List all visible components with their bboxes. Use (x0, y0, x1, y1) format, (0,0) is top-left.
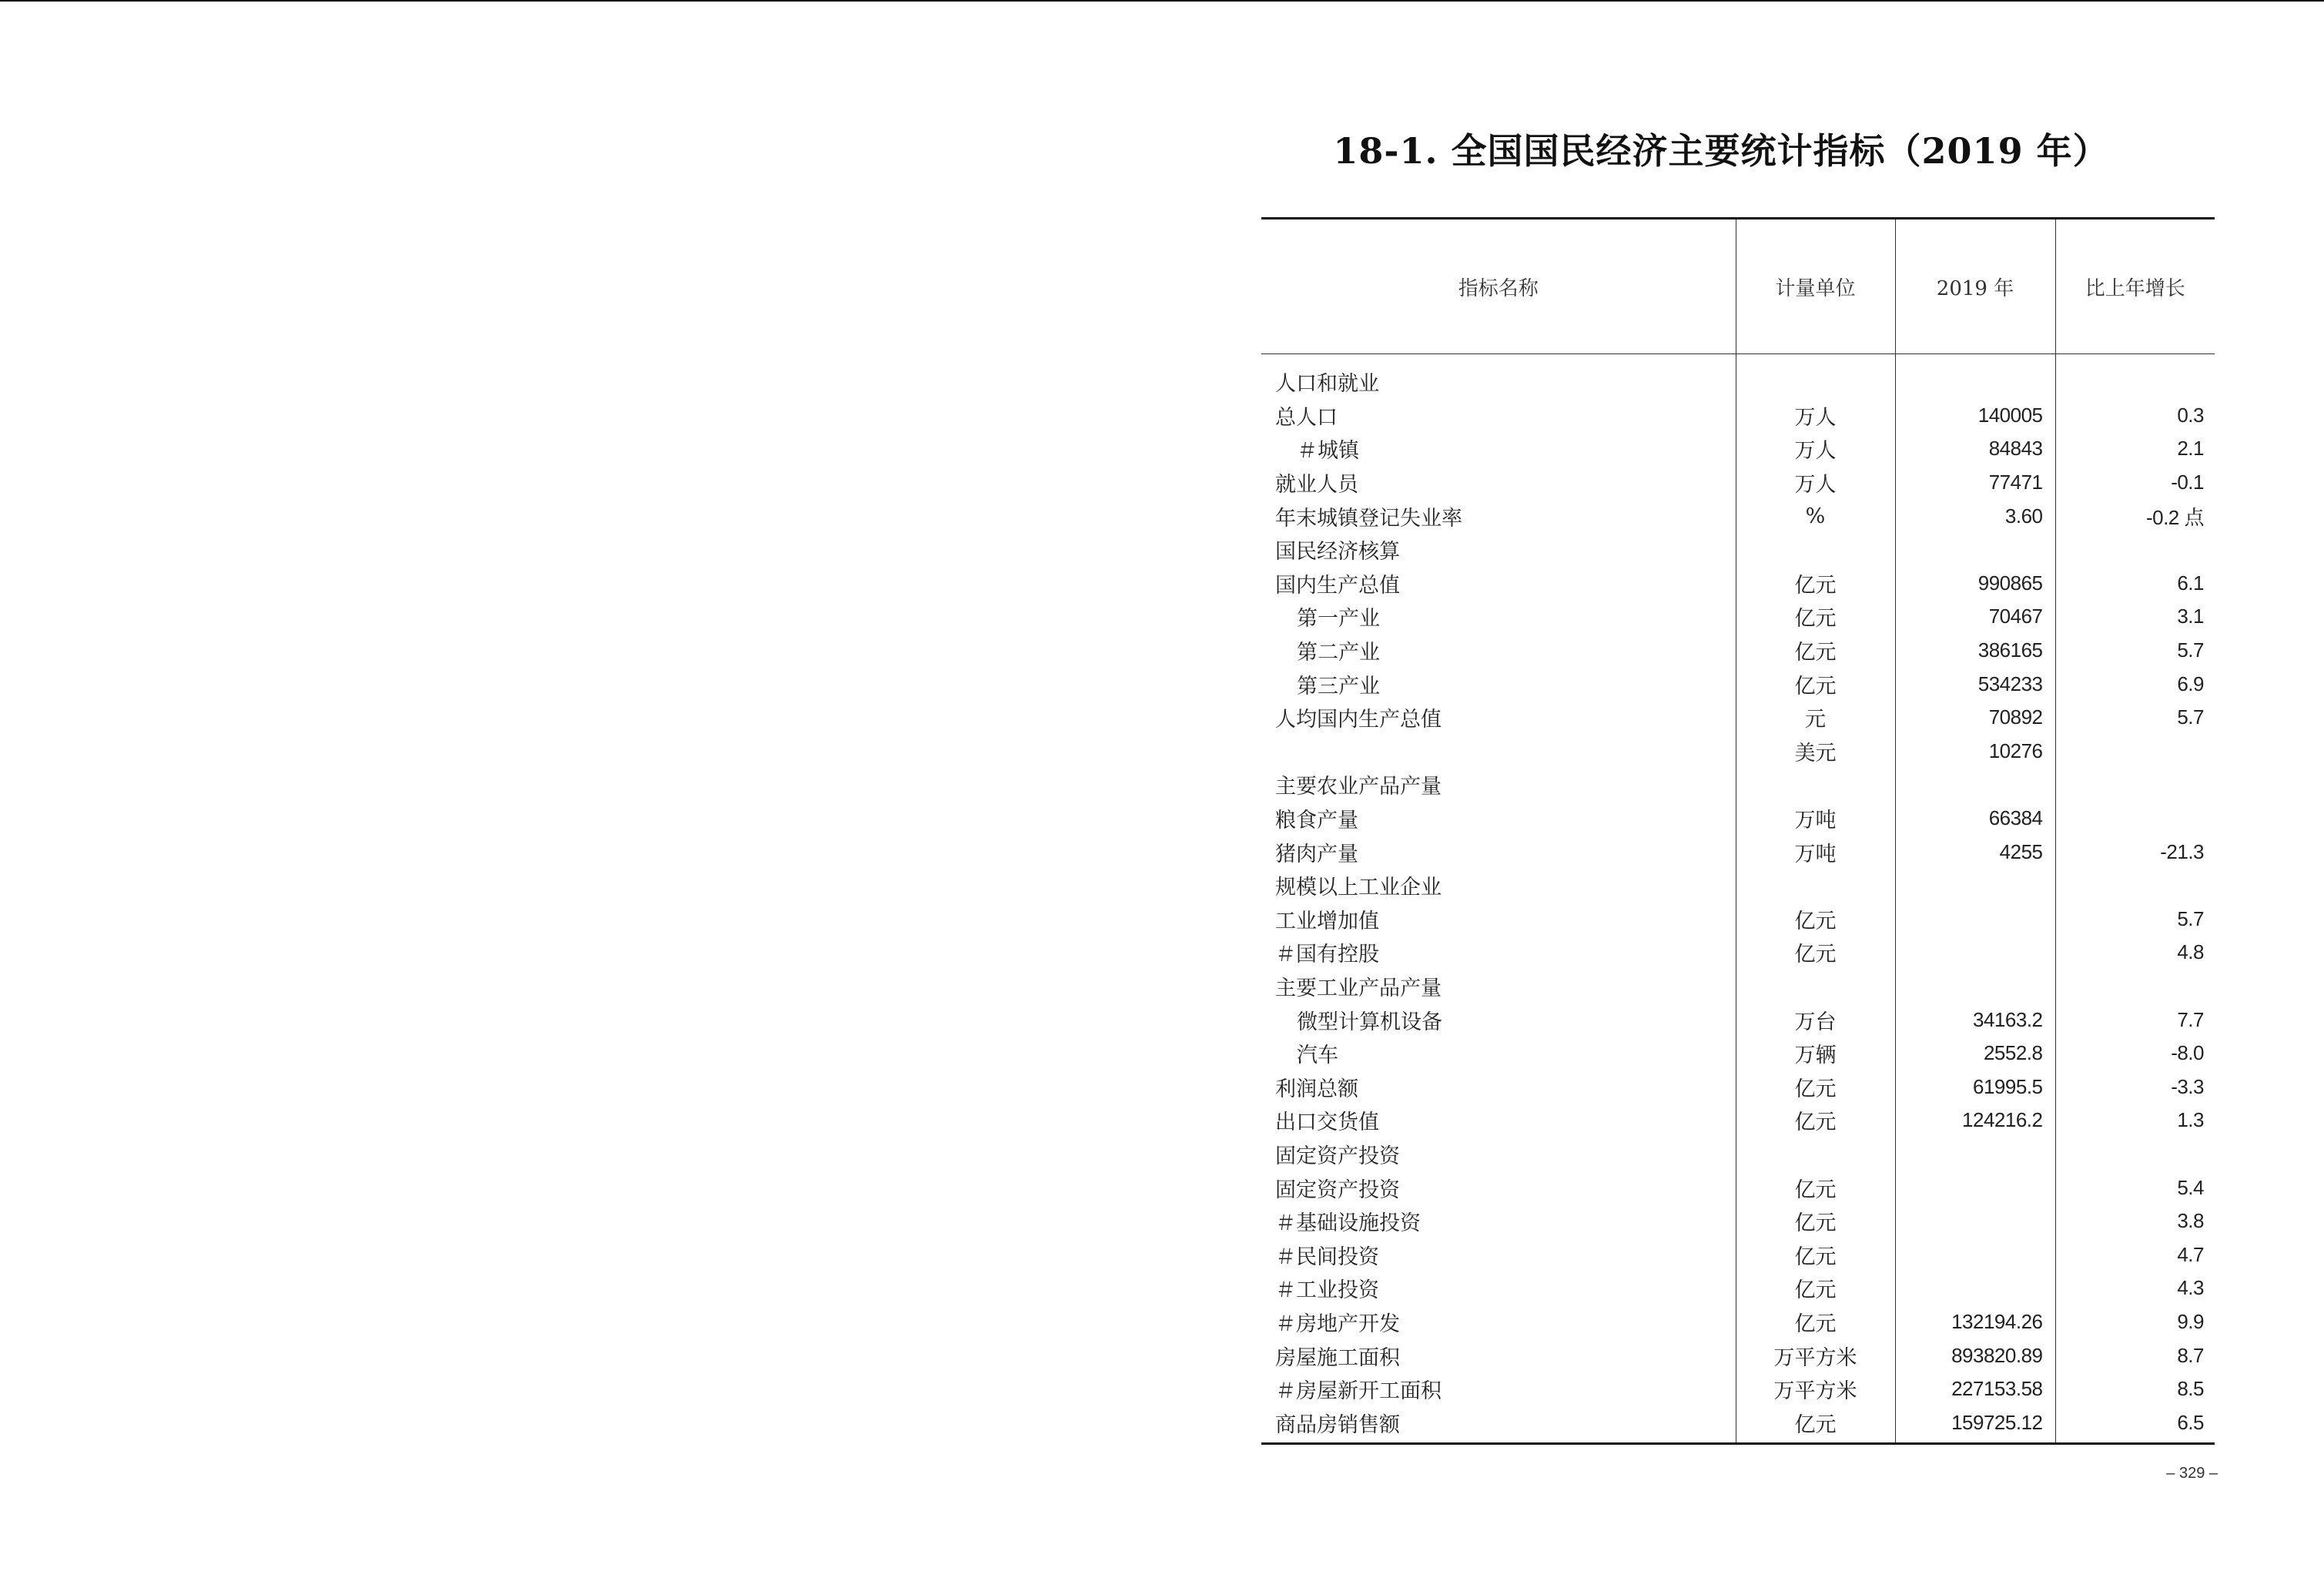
unit-cell (1736, 1137, 1895, 1171)
value-2019-cell: 386165 (1895, 634, 2055, 668)
value-2019-cell: 140005 (1895, 399, 2055, 433)
indicator-name-cell: 总人口 (1275, 405, 1338, 430)
growth-cell: 4.7 (2055, 1238, 2215, 1271)
unit-cell: 万辆 (1736, 1037, 1895, 1070)
value-2019-cell: 3.60 (1895, 499, 2055, 533)
indicator-name-cell: 国民经济核算 (1275, 540, 1400, 565)
value-2019-cell (1895, 1238, 2055, 1271)
growth-cell: -0.1 (2055, 466, 2215, 500)
unit-cell: 亿元 (1736, 667, 1895, 701)
growth-cell (2055, 768, 2215, 802)
table-row (1261, 1372, 2215, 1406)
indicator-name-cell: 第三产业 (1297, 674, 1380, 699)
indicator-name-cell: 规模以上工业企业 (1275, 876, 1442, 900)
header-unit: 计量单位 (1736, 219, 1895, 354)
unit-cell: 万人 (1736, 466, 1895, 500)
unit-cell: 万台 (1736, 1003, 1895, 1037)
growth-cell: 1.3 (2055, 1104, 2215, 1137)
unit-cell: 亿元 (1736, 1204, 1895, 1238)
indicator-name-cell: ＃城镇 (1297, 439, 1359, 464)
table-header-row (1261, 219, 2215, 354)
table-row (1261, 1171, 2215, 1204)
indicator-name-cell: ＃工业投资 (1275, 1278, 1379, 1303)
unit-cell: 亿元 (1736, 600, 1895, 634)
table-row (1261, 1338, 2215, 1372)
unit-cell: 亿元 (1736, 1238, 1895, 1271)
growth-cell (2055, 869, 2215, 903)
value-2019-cell: 534233 (1895, 667, 2055, 701)
growth-cell: 8.5 (2055, 1372, 2215, 1406)
value-2019-cell (1895, 903, 2055, 936)
table-row (1261, 701, 2215, 735)
unit-cell: 亿元 (1736, 1171, 1895, 1204)
table-row (1261, 533, 2215, 567)
indicator-name-cell: 猪肉产量 (1275, 842, 1358, 866)
unit-cell (1736, 354, 1895, 399)
indicator-name-cell: 房屋施工面积 (1275, 1345, 1400, 1370)
header-growth: 比上年增长 (2055, 219, 2215, 354)
growth-cell: 5.7 (2055, 634, 2215, 668)
growth-cell: 4.8 (2055, 936, 2215, 970)
table-row (1261, 600, 2215, 634)
value-2019-cell: 227153.58 (1895, 1372, 2055, 1406)
table-row (1261, 1204, 2215, 1238)
unit-cell: 亿元 (1736, 1271, 1895, 1305)
indicator-name-cell: 利润总额 (1275, 1077, 1358, 1101)
table-row (1261, 835, 2215, 869)
growth-cell: 0.3 (2055, 399, 2215, 433)
value-2019-cell: 70467 (1895, 600, 2055, 634)
value-2019-cell (1895, 354, 2055, 399)
value-2019-cell: 77471 (1895, 466, 2055, 500)
indicator-name-cell: 微型计算机设备 (1297, 1010, 1442, 1034)
table-row (1261, 970, 2215, 1003)
table-row (1261, 1037, 2215, 1070)
growth-cell: 9.9 (2055, 1305, 2215, 1339)
table-row (1261, 466, 2215, 500)
unit-cell: 万人 (1736, 399, 1895, 433)
table-row (1261, 1405, 2215, 1443)
value-2019-cell (1895, 970, 2055, 1003)
growth-cell: -8.0 (2055, 1037, 2215, 1070)
indicator-name-cell: ＃基础设施投资 (1275, 1211, 1421, 1236)
table-row (1261, 634, 2215, 668)
value-2019-cell (1895, 533, 2055, 567)
table-row (1261, 1104, 2215, 1137)
table-row (1261, 1070, 2215, 1104)
value-2019-cell: 70892 (1895, 701, 2055, 735)
indicator-name-cell: ＃房屋新开工面积 (1275, 1379, 1442, 1404)
value-2019-cell: 132194.26 (1895, 1305, 2055, 1339)
indicator-name-cell: 国内生产总值 (1275, 573, 1400, 598)
indicator-name-cell: 出口交货值 (1275, 1111, 1379, 1135)
indicator-name-cell: 主要工业产品产量 (1275, 976, 1442, 1000)
table-body (1261, 354, 2215, 1444)
unit-cell: 亿元 (1736, 1405, 1895, 1443)
value-2019-cell: 84843 (1895, 432, 2055, 466)
unit-cell: 美元 (1736, 735, 1895, 769)
unit-cell: 万吨 (1736, 802, 1895, 836)
page-number: – 329 – (2166, 1465, 2218, 1482)
top-border-line (0, 0, 2324, 2)
value-2019-cell: 4255 (1895, 835, 2055, 869)
indicator-name-cell: 人均国内生产总值 (1275, 708, 1442, 732)
header-indicator-name: 指标名称 (1261, 219, 1736, 354)
growth-cell: 5.4 (2055, 1171, 2215, 1204)
value-2019-cell: 159725.12 (1895, 1405, 2055, 1443)
indicator-name-cell: 固定资产投资 (1275, 1144, 1400, 1168)
growth-cell: 5.7 (2055, 701, 2215, 735)
unit-cell: 亿元 (1736, 634, 1895, 668)
growth-cell: 6.5 (2055, 1405, 2215, 1443)
unit-cell: 亿元 (1736, 1104, 1895, 1137)
value-2019-cell: 34163.2 (1895, 1003, 2055, 1037)
table-row (1261, 735, 2215, 769)
growth-cell: 6.9 (2055, 667, 2215, 701)
value-2019-cell (1895, 1204, 2055, 1238)
growth-cell: 6.1 (2055, 567, 2215, 601)
value-2019-cell (1895, 869, 2055, 903)
unit-cell: 万平方米 (1736, 1338, 1895, 1372)
table-row (1261, 399, 2215, 433)
table-row (1261, 869, 2215, 903)
growth-cell (2055, 354, 2215, 399)
growth-cell: 5.7 (2055, 903, 2215, 936)
table-row (1261, 667, 2215, 701)
unit-cell: 万吨 (1736, 835, 1895, 869)
value-2019-cell: 66384 (1895, 802, 2055, 836)
value-2019-cell: 124216.2 (1895, 1104, 2055, 1137)
indicator-name-cell: ＃国有控股 (1275, 943, 1379, 967)
growth-cell: 4.3 (2055, 1271, 2215, 1305)
table-row (1261, 1271, 2215, 1305)
growth-cell: -0.2 点 (2055, 499, 2215, 533)
indicator-name-cell: 主要农业产品产量 (1275, 775, 1442, 799)
unit-cell: % (1736, 499, 1895, 533)
value-2019-cell: 990865 (1895, 567, 2055, 601)
unit-cell (1736, 869, 1895, 903)
table-row (1261, 499, 2215, 533)
table-row (1261, 1238, 2215, 1271)
growth-cell: 2.1 (2055, 432, 2215, 466)
unit-cell: 元 (1736, 701, 1895, 735)
unit-cell: 万人 (1736, 432, 1895, 466)
growth-cell (2055, 533, 2215, 567)
table-row (1261, 1137, 2215, 1171)
indicator-name-cell: 第二产业 (1297, 641, 1380, 665)
indicator-name-cell: 商品房销售额 (1261, 1405, 1736, 1443)
table-row (1261, 1003, 2215, 1037)
header-year-2019: 2019 年 (1895, 219, 2055, 354)
value-2019-cell: 2552.8 (1895, 1037, 2055, 1070)
value-2019-cell: 893820.89 (1895, 1338, 2055, 1372)
unit-cell (1736, 970, 1895, 1003)
growth-cell: -3.3 (2055, 1070, 2215, 1104)
indicator-name-cell: ＃民间投资 (1275, 1245, 1379, 1269)
unit-cell: 亿元 (1736, 1070, 1895, 1104)
table-row (1261, 768, 2215, 802)
growth-cell: 8.7 (2055, 1338, 2215, 1372)
indicator-name-cell: 汽车 (1297, 1044, 1338, 1068)
table-row (1261, 936, 2215, 970)
indicator-name-cell: 粮食产量 (1275, 809, 1358, 833)
indicator-name-cell: 年末城镇登记失业率 (1275, 506, 1462, 531)
growth-cell (2055, 735, 2215, 769)
indicator-name-cell: 第一产业 (1297, 607, 1380, 632)
indicator-name-cell: 就业人员 (1275, 473, 1358, 498)
indicator-name-cell: 工业增加值 (1275, 909, 1379, 933)
unit-cell: 万平方米 (1736, 1372, 1895, 1406)
unit-cell: 亿元 (1736, 936, 1895, 970)
table-row (1261, 567, 2215, 601)
value-2019-cell (1895, 1271, 2055, 1305)
growth-cell: 7.7 (2055, 1003, 2215, 1037)
value-2019-cell (1895, 1171, 2055, 1204)
table-row (1261, 1305, 2215, 1339)
value-2019-cell: 61995.5 (1895, 1070, 2055, 1104)
value-2019-cell (1895, 936, 2055, 970)
value-2019-cell: 10276 (1895, 735, 2055, 769)
unit-cell: 亿元 (1736, 1305, 1895, 1339)
value-2019-cell (1895, 1137, 2055, 1171)
unit-cell: 亿元 (1736, 903, 1895, 936)
value-2019-cell (1895, 768, 2055, 802)
page-title: 18-1. 全国国民经济主要统计指标（2019 年） (1333, 130, 2109, 172)
unit-cell: 亿元 (1736, 567, 1895, 601)
statistics-table (1261, 217, 2215, 1445)
growth-cell: -21.3 (2055, 835, 2215, 869)
growth-cell: 3.1 (2055, 600, 2215, 634)
growth-cell: 3.8 (2055, 1204, 2215, 1238)
unit-cell (1736, 533, 1895, 567)
table-row (1261, 354, 2215, 399)
indicator-name-cell: 固定资产投资 (1275, 1178, 1400, 1202)
growth-cell (2055, 970, 2215, 1003)
indicator-name-cell: 人口和就业 (1275, 372, 1379, 397)
table-row (1261, 432, 2215, 466)
indicator-name-cell: ＃房地产开发 (1275, 1312, 1400, 1336)
growth-cell (2055, 802, 2215, 836)
unit-cell (1736, 768, 1895, 802)
table-row (1261, 802, 2215, 836)
table-row (1261, 903, 2215, 936)
growth-cell (2055, 1137, 2215, 1171)
indicator-name-cell (1261, 735, 1736, 769)
